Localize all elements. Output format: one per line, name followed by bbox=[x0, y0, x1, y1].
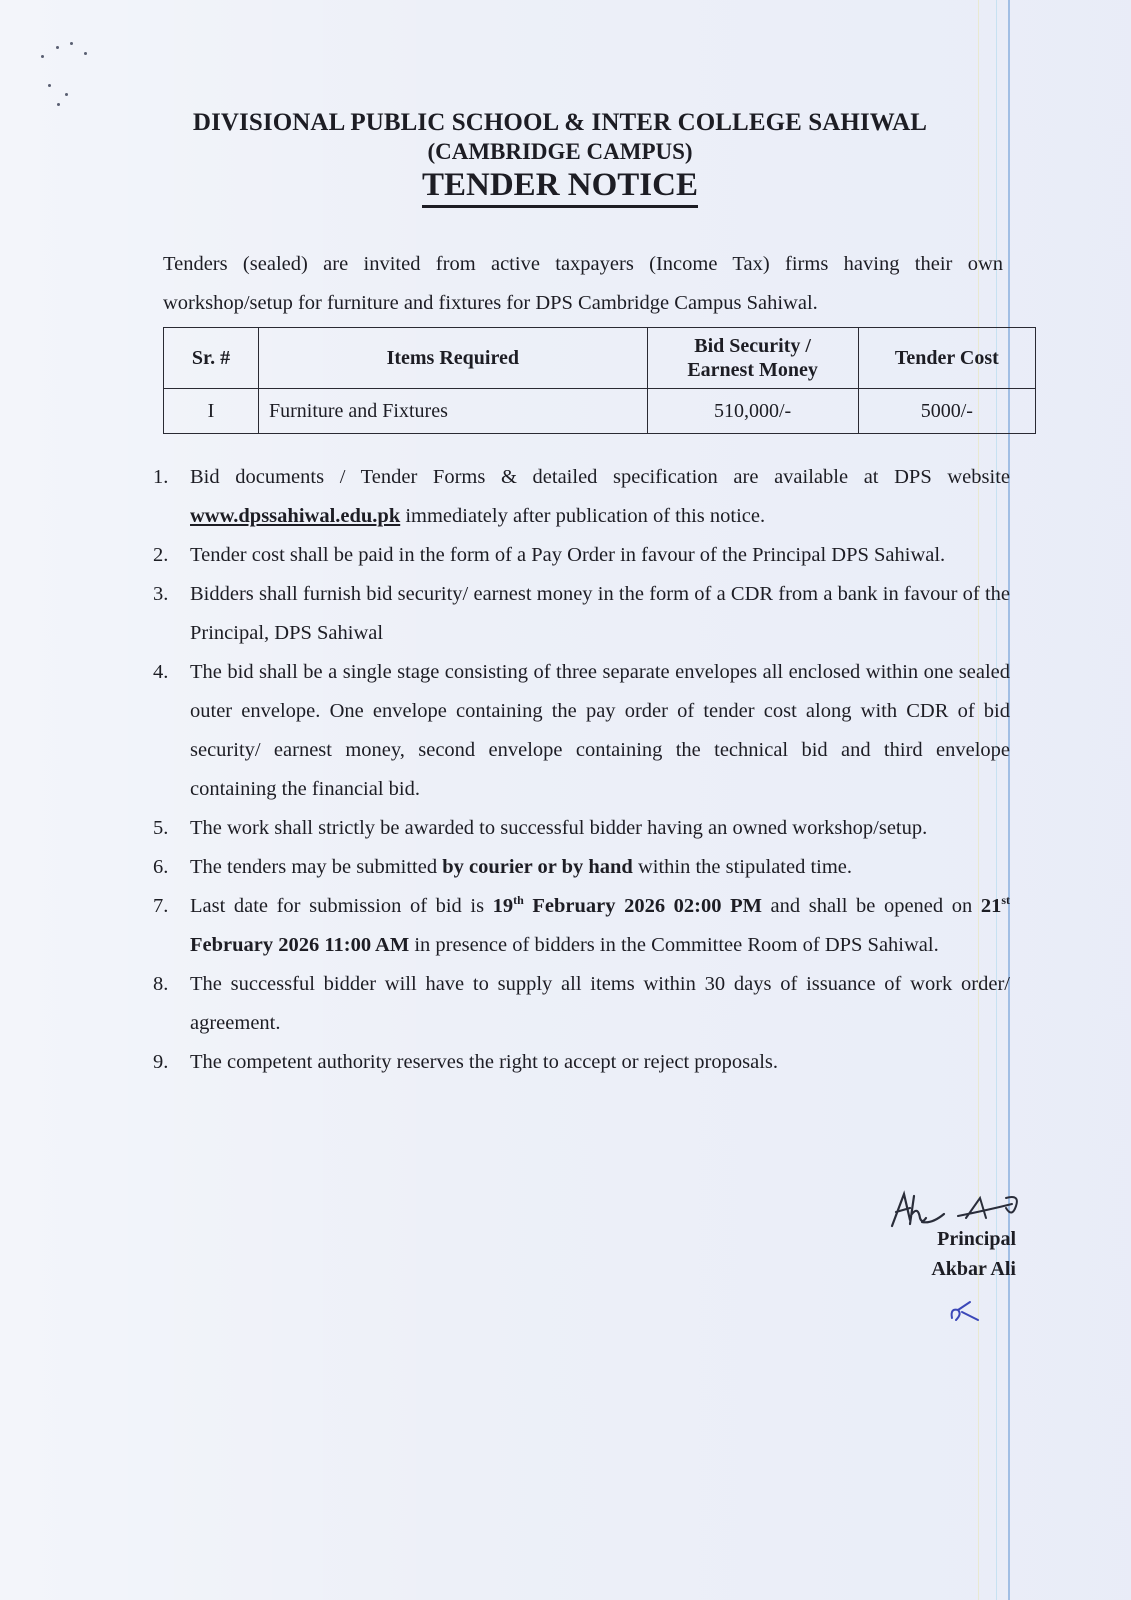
website-link[interactable]: www.dpssahiwal.edu.pk bbox=[190, 505, 401, 527]
col-header-bid-line2: Earnest Money bbox=[687, 359, 818, 381]
speck bbox=[70, 42, 73, 45]
signatory-name: Akbar Ali bbox=[931, 1258, 1016, 1280]
deadline-date-time: February 2026 02:00 PM bbox=[523, 895, 762, 917]
table-header-row bbox=[164, 328, 1036, 389]
signatory-role: Principal bbox=[937, 1228, 1016, 1250]
speck bbox=[41, 55, 44, 58]
terms-list bbox=[153, 458, 1010, 1082]
term-text: in presence of bidders in the Committee Room of DPS Sahiwal. bbox=[409, 934, 939, 956]
term-text: The bid shall be a single stage consisting of three separate envelopes all enclosed within one sealed outer envelope. One envelope containing the pay order of tender cost along with CDR of bid security/ earnest money, second envelope containing the technical bid and third envelope containing the financial bid. bbox=[190, 661, 1010, 800]
term-text: and shall be opened on bbox=[761, 895, 981, 917]
term-text: Bidders shall furnish bid security/ earnest money in the form of a CDR from a bank in favour of the Principal, DPS Sahiwal bbox=[190, 583, 1010, 644]
cell-bid-security: 510,000/- bbox=[647, 389, 858, 434]
term-text: The tenders may be submitted bbox=[190, 856, 443, 878]
col-header-sr: Sr. # bbox=[164, 328, 259, 389]
tender-table bbox=[163, 327, 1036, 434]
term-text: The work shall strictly be awarded to successful bidder having an owned workshop/setup. bbox=[190, 817, 928, 839]
term-number: 8. bbox=[153, 973, 169, 995]
opening-date-time: February 2026 11:00 AM bbox=[190, 934, 410, 956]
scan-specks bbox=[30, 30, 90, 110]
term-item bbox=[153, 536, 1010, 575]
term-text: The successful bidder will have to supply all items within 30 days of issuance of work order/ agreement. bbox=[190, 973, 1010, 1034]
opening-day: 21 bbox=[980, 895, 1002, 917]
speck bbox=[84, 52, 87, 55]
col-header-bid-security bbox=[647, 328, 858, 389]
term-item bbox=[153, 809, 1010, 848]
initial-mark-icon bbox=[948, 1298, 988, 1324]
term-item bbox=[153, 848, 1010, 887]
term-text-bold: by courier or by hand bbox=[442, 856, 633, 878]
term-item bbox=[153, 1043, 1010, 1082]
term-text: immediately after publication of this notice. bbox=[400, 505, 766, 527]
cell-item: Furniture and Fixtures bbox=[258, 389, 647, 434]
notice-header bbox=[150, 108, 970, 208]
term-number: 7. bbox=[153, 895, 169, 917]
speck bbox=[48, 84, 51, 87]
speck bbox=[65, 93, 68, 96]
term-text: Tender cost shall be paid in the form of a Pay Order in favour of the Principal DPS Sahiwal. bbox=[190, 544, 946, 566]
campus-name: (CAMBRIDGE CAMPUS) bbox=[427, 139, 693, 164]
table-row bbox=[164, 389, 1036, 434]
cell-tender-cost: 5000/- bbox=[858, 389, 1035, 434]
col-header-items: Items Required bbox=[258, 328, 647, 389]
term-item bbox=[153, 965, 1010, 1043]
col-header-bid-line1: Bid Security / bbox=[694, 335, 811, 357]
opening-day-suffix: st bbox=[1001, 893, 1010, 908]
cell-sr: I bbox=[164, 389, 259, 434]
deadline-day-suffix: th bbox=[513, 893, 524, 908]
term-item bbox=[153, 653, 1010, 809]
speck bbox=[56, 46, 59, 49]
term-item bbox=[153, 887, 1010, 965]
col-header-tender-cost: Tender Cost bbox=[858, 328, 1035, 389]
term-item bbox=[153, 575, 1010, 653]
term-number: 3. bbox=[153, 583, 169, 605]
speck bbox=[57, 103, 60, 106]
term-number: 2. bbox=[153, 544, 169, 566]
deadline-day: 19 bbox=[492, 895, 514, 917]
term-number: 9. bbox=[153, 1051, 169, 1073]
term-text: The competent authority reserves the right to accept or reject proposals. bbox=[190, 1051, 779, 1073]
page-title: TENDER NOTICE bbox=[422, 165, 698, 208]
intro-paragraph: Tenders (sealed) are invited from active taxpayers (Income Tax) firms having their own workshop/setup for furniture and fixtures for DPS Cambridge Campus Sahiwal. bbox=[163, 253, 1003, 314]
term-number: 5. bbox=[153, 817, 169, 839]
term-number: 1. bbox=[153, 466, 169, 488]
school-name: DIVISIONAL PUBLIC SCHOOL & INTER COLLEGE SAHIWAL bbox=[192, 109, 928, 136]
term-item bbox=[153, 458, 1010, 536]
term-text: Last date for submission of bid is bbox=[190, 895, 493, 917]
submission-deadline bbox=[493, 895, 762, 917]
term-text: within the stipulated time. bbox=[632, 856, 853, 878]
term-number: 6. bbox=[153, 856, 169, 878]
term-number: 4. bbox=[153, 661, 169, 683]
term-text: Bid documents / Tender Forms & detailed specification are available at DPS website bbox=[190, 466, 1010, 488]
